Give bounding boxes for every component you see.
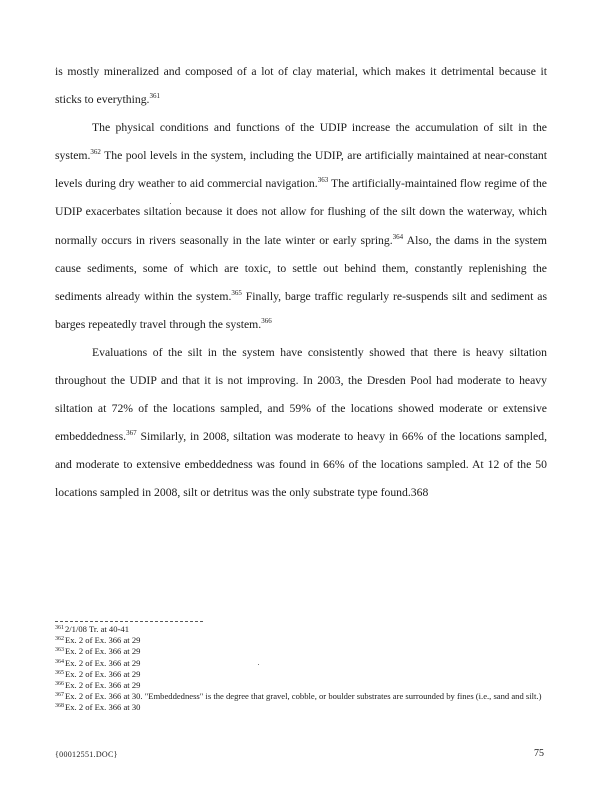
footnote: [55, 635, 545, 646]
footnote-number: 364: [55, 658, 64, 665]
footnote: [55, 691, 545, 702]
paragraph-text: The physical conditions and functions of the UDIP increase the accumulation of silt in the system.: [55, 121, 547, 163]
paragraph-text: The artificially-maintained flow regime of the UDIP exacerbates siltation because it does not allow for flushing of the silt down the waterway, which normally occurs in rivers seasonally in the late winter or early spring.: [55, 177, 547, 247]
footnote-number: 362: [55, 636, 64, 643]
paragraph-text: Evaluations of the silt in the system have consistently showed that there is heavy siltation throughout the UDIP and that it is not improving. In 2003, the Dresden Pool had moderate to heavy siltation at 72% of the locations sampled, and 59% of the locations showed moderate or extensive embeddedness.: [55, 345, 547, 444]
footnote-reference: 365: [231, 288, 242, 297]
footnote: [55, 658, 545, 669]
footnotes: [55, 624, 545, 714]
footnote-reference: 362: [90, 148, 101, 157]
footnote-number: 367: [55, 692, 64, 699]
footnote-number: 366: [55, 681, 64, 688]
footnote-text: Ex. 2 of Ex. 366 at 29: [65, 635, 141, 646]
footnote-text: Ex. 2 of Ex. 366 at 29: [65, 646, 141, 657]
paragraph-text: Finally, barge traffic regularly re-suspends silt and sediment as barges repeatedly travel through the system.: [55, 289, 547, 331]
footnote-text: Ex. 2 of Ex. 366 at 29: [65, 680, 141, 691]
footnote-reference: 367: [126, 429, 137, 438]
paragraph-text: Similarly, in 2008, siltation was moderate to heavy in 66% of the locations sampled, and moderate to extensive embeddedness was found in 66% of the locations sampled. At 12 of the 50 locations sampled in 2008, silt or detritus was the only substrate type found.368: [55, 430, 547, 500]
document-id: {00012551.DOC}: [55, 750, 118, 759]
body-paragraph: [55, 58, 547, 114]
footnote: [55, 702, 545, 713]
body-text: [55, 58, 547, 508]
footnote-number: 365: [55, 669, 64, 676]
footnote-number: 363: [55, 647, 64, 654]
footnote-text: Ex. 2 of Ex. 366 at 30: [65, 702, 141, 713]
footnote-separator: [55, 621, 203, 622]
footnote-reference: 364: [392, 232, 404, 241]
footnote-reference: 361: [149, 92, 160, 101]
footnote: [55, 624, 545, 635]
footnote-text: 2/1/08 Tr. at 40-41: [65, 624, 129, 634]
footnote: [55, 669, 545, 680]
footnote-reference: 366: [261, 316, 272, 325]
footnote-number: 368: [55, 703, 64, 710]
footnote: [55, 680, 545, 691]
scan-speck: [258, 664, 259, 665]
footnote-number: 361: [55, 625, 64, 631]
body-paragraph: [55, 339, 547, 508]
body-paragraph: [55, 114, 547, 339]
footnote-text: Ex. 2 of Ex. 366 at 29: [65, 668, 141, 679]
footnote: [55, 646, 545, 657]
paragraph-text: Also, the dams in the system cause sediments, some of which are toxic, to settle out behind them, constantly replenishing the sediments already within the system.: [55, 233, 547, 303]
paragraph-text: is mostly mineralized and composed of a lot of clay material, which makes it detrimental because it sticks to everything.: [55, 65, 547, 107]
footnote-reference: 363: [317, 176, 329, 185]
paragraph-text: The pool levels in the system, including the UDIP, are artificially maintained at near-constant levels during dry weather to aid commercial navigation.: [55, 149, 547, 191]
footnote-text: Ex. 2 of Ex. 366 at 30. "Embeddedness" is the degree that gravel, cobble, or boulder substrates are surrounded by fines (i.e., sand and silt.): [65, 691, 542, 702]
scan-speck: [170, 203, 171, 204]
footnote-text: Ex. 2 of Ex. 366 at 29: [65, 657, 141, 668]
page-number: 75: [534, 748, 544, 759]
